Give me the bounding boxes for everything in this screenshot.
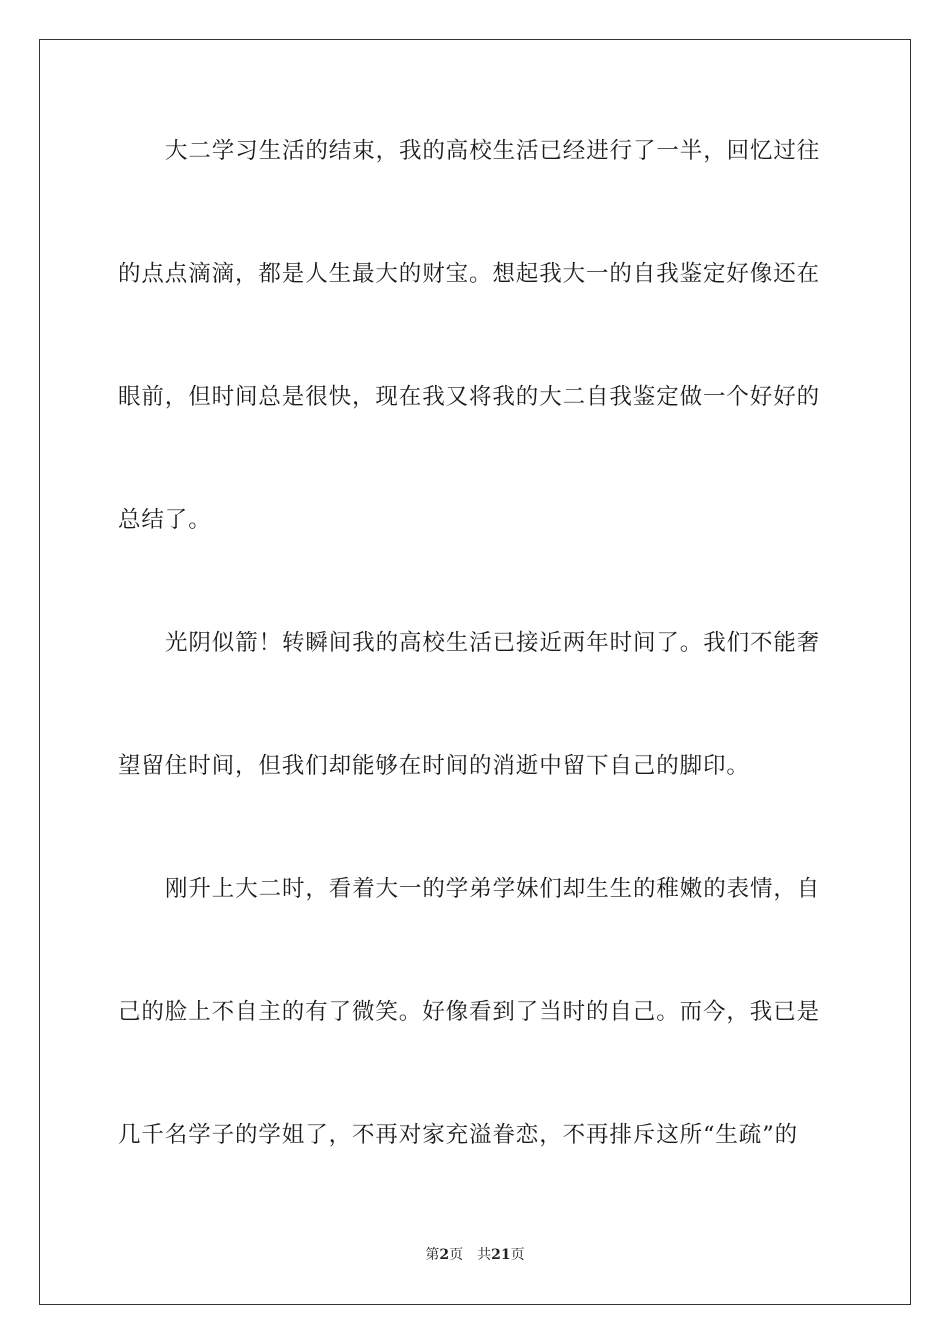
paragraph-1-line-4: 总结了。 [118, 507, 212, 533]
paragraph-3-line-3: 几千名学子的学姐了，不再对家充溢眷恋，不再排斥这所“生疏”的 [118, 1122, 799, 1148]
paragraph-2-line-2: 望留住时间，但我们却能够在时间的消逝中留下自己的脚印。 [118, 753, 750, 779]
paragraph-3-line-2: 己的脸上不自主的有了微笑。好像看到了当时的自己。而今，我已是 [118, 999, 821, 1025]
page-footer [0, 1246, 950, 1264]
total-pages: 21 [491, 1247, 511, 1263]
paragraph-1-line-1: 大二学习生活的结束，我的高校生活已经进行了一半，回忆过往 [165, 138, 821, 164]
total-prefix: 共 [477, 1247, 492, 1263]
paragraph-1-line-2: 的点点滴滴，都是人生最大的财宝。想起我大一的自我鉴定好像还在 [118, 261, 821, 287]
page-border [39, 39, 911, 1305]
page-suffix: 页 [449, 1247, 464, 1263]
paragraph-1-line-3: 眼前，但时间总是很快，现在我又将我的大二自我鉴定做一个好好的 [118, 384, 821, 410]
total-suffix: 页 [510, 1247, 525, 1263]
paragraph-3-line-1: 刚升上大二时，看着大一的学弟学妹们却生生的稚嫩的表情，自 [165, 876, 821, 902]
paragraph-2-line-1: 光阴似箭！转瞬间我的高校生活已接近两年时间了。我们不能奢 [165, 630, 821, 656]
page-number: 2 [439, 1247, 450, 1263]
page-prefix: 第 [425, 1247, 440, 1263]
